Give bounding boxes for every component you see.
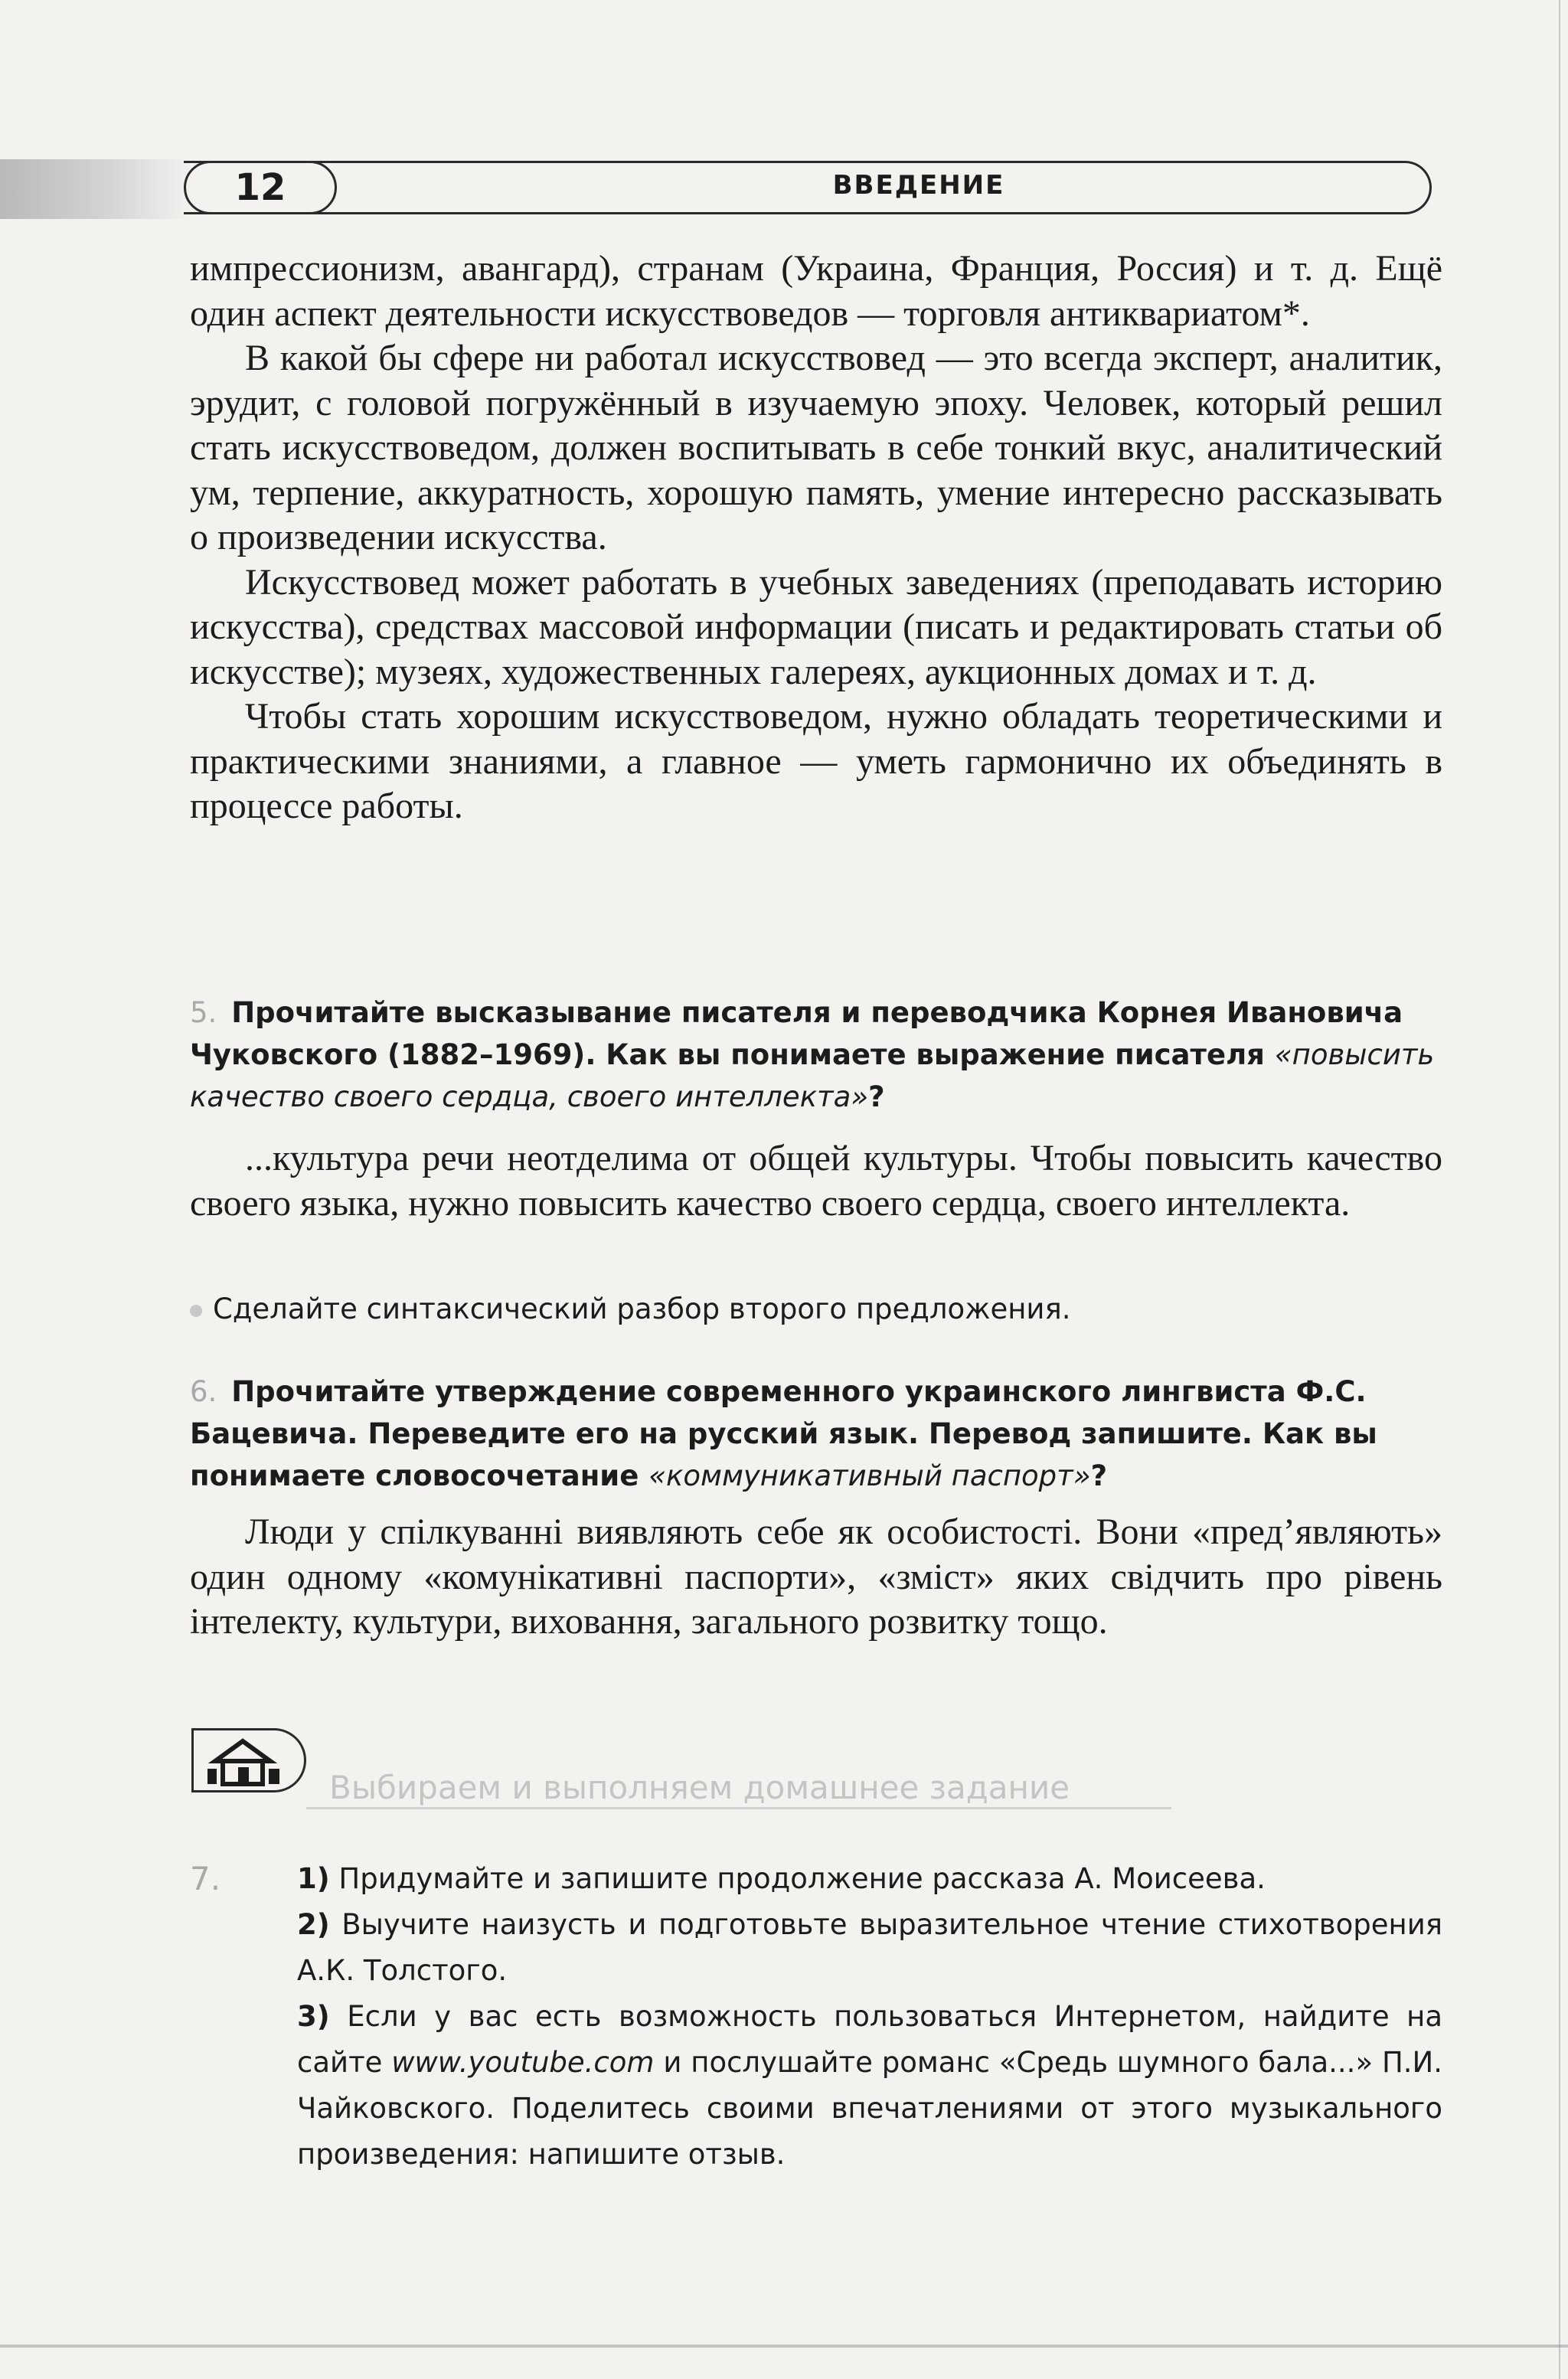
quote-text: Люди у спілкуванні виявляють себе як особистості. Вони «пред’являють» один одному «комунікативні паспорти», «зміст» яких свідчить про рівень інтелекту, культури, виховання, загального розвитку тощо.: [190, 1511, 1442, 1642]
homework-title: Выбираем и выполняем домашнее задание: [329, 1769, 1070, 1806]
page-number-box: [184, 161, 337, 214]
bullet-icon: [190, 1305, 202, 1317]
homework-item-3: 3) Если у вас есть возможность пользоваться Интернетом, найдите на сайте www.youtube.com и послушайте романс «Средь шумного бала...» П.И. Чайковского. Поделитесь своими впечатлениями от этого музыкального произведения: напишите отзыв.: [297, 2000, 1443, 2171]
header-shade: [0, 159, 191, 219]
homework-item-1: 1) Придумайте и запишите продолжение рассказа А. Моисеева.: [297, 1862, 1266, 1895]
quote-text: ...культура речи неотделима от общей культуры. Чтобы повысить качество своего языка, нужно повысить качество своего сердца, своего интеллекта.: [190, 1138, 1442, 1224]
task-6: [190, 1371, 1442, 1497]
house-icon: [204, 1735, 289, 1789]
task-text: Прочитайте высказывание писателя и переводчика Корнея Ивановича Чуковского (1882–1969). Как вы понимаете выражение писателя: [190, 996, 1403, 1071]
quote-batsevich: [190, 1510, 1442, 1645]
section-title: ВВЕДЕНИЕ: [832, 170, 1005, 201]
intro-text: [190, 247, 1442, 829]
subtask: [190, 1290, 1071, 1328]
homework-icon-frame: [191, 1728, 306, 1792]
subtask-text: Сделайте синтаксический разбор второго предложения.: [213, 1292, 1071, 1325]
intro-paragraph-3: Искусствовед может работать в учебных заведениях (преподавать историю искусства), средствах массовой информации (писать и редактировать статьи об искусстве); музеях, художественных галереях, аукционных домах и т. д.: [190, 561, 1442, 692]
task-text: Прочитайте утверждение современного украинского лингвиста Ф.С. Бацевича. Переведите его на русский язык. Перевод запишите. Как вы понимаете словосочетание: [190, 1375, 1377, 1492]
task-end: ?: [1090, 1459, 1108, 1492]
quote-chukovsky: [190, 1136, 1442, 1226]
task-number: 5.: [190, 996, 217, 1029]
task-7-number: 7.: [190, 1860, 221, 1897]
page-number: 12: [234, 166, 286, 209]
task-italic: «повысить качество своего сердца, своего интеллекта»: [190, 1038, 1435, 1113]
homework-item-2: 2) Выучите наизусть и подготовьте выразительное чтение стихотворения А.К. Толстого.: [297, 1908, 1442, 1987]
homework-underline: [306, 1807, 1171, 1809]
task-number: 6.: [190, 1375, 217, 1408]
intro-paragraph-4: Чтобы стать хорошим искусствоведом, нужно обладать теоретическими и практическими знаниями, а главное — уметь гармонично их объединять в процессе работы.: [190, 696, 1442, 826]
page-edge-bottom: [0, 2345, 1568, 2348]
homework-items: [297, 1856, 1442, 2178]
intro-paragraph-2: В какой бы сфере ни работал искусствовед — это всегда эксперт, аналитик, эрудит, с головой погружённый в изучаемую эпоху. Человек, который решил стать искусствоведом, должен воспитывать в себе тонкий вкус, аналитический ум, терпение, аккуратность, хорошую память, умение интересно рассказывать о произведении искусства.: [190, 338, 1442, 557]
task-end: ?: [868, 1080, 885, 1113]
intro-paragraph-1: импрессионизм, авангард), странам (Украина, Франция, Россия) и т. д. Ещё один аспект деятельности искусствоведов — торговля антиквариатом*.: [190, 248, 1442, 334]
page-edge-right: [1559, 0, 1560, 2379]
task-5: [190, 992, 1442, 1118]
task-italic: «коммуникативный паспорт»: [648, 1459, 1091, 1492]
